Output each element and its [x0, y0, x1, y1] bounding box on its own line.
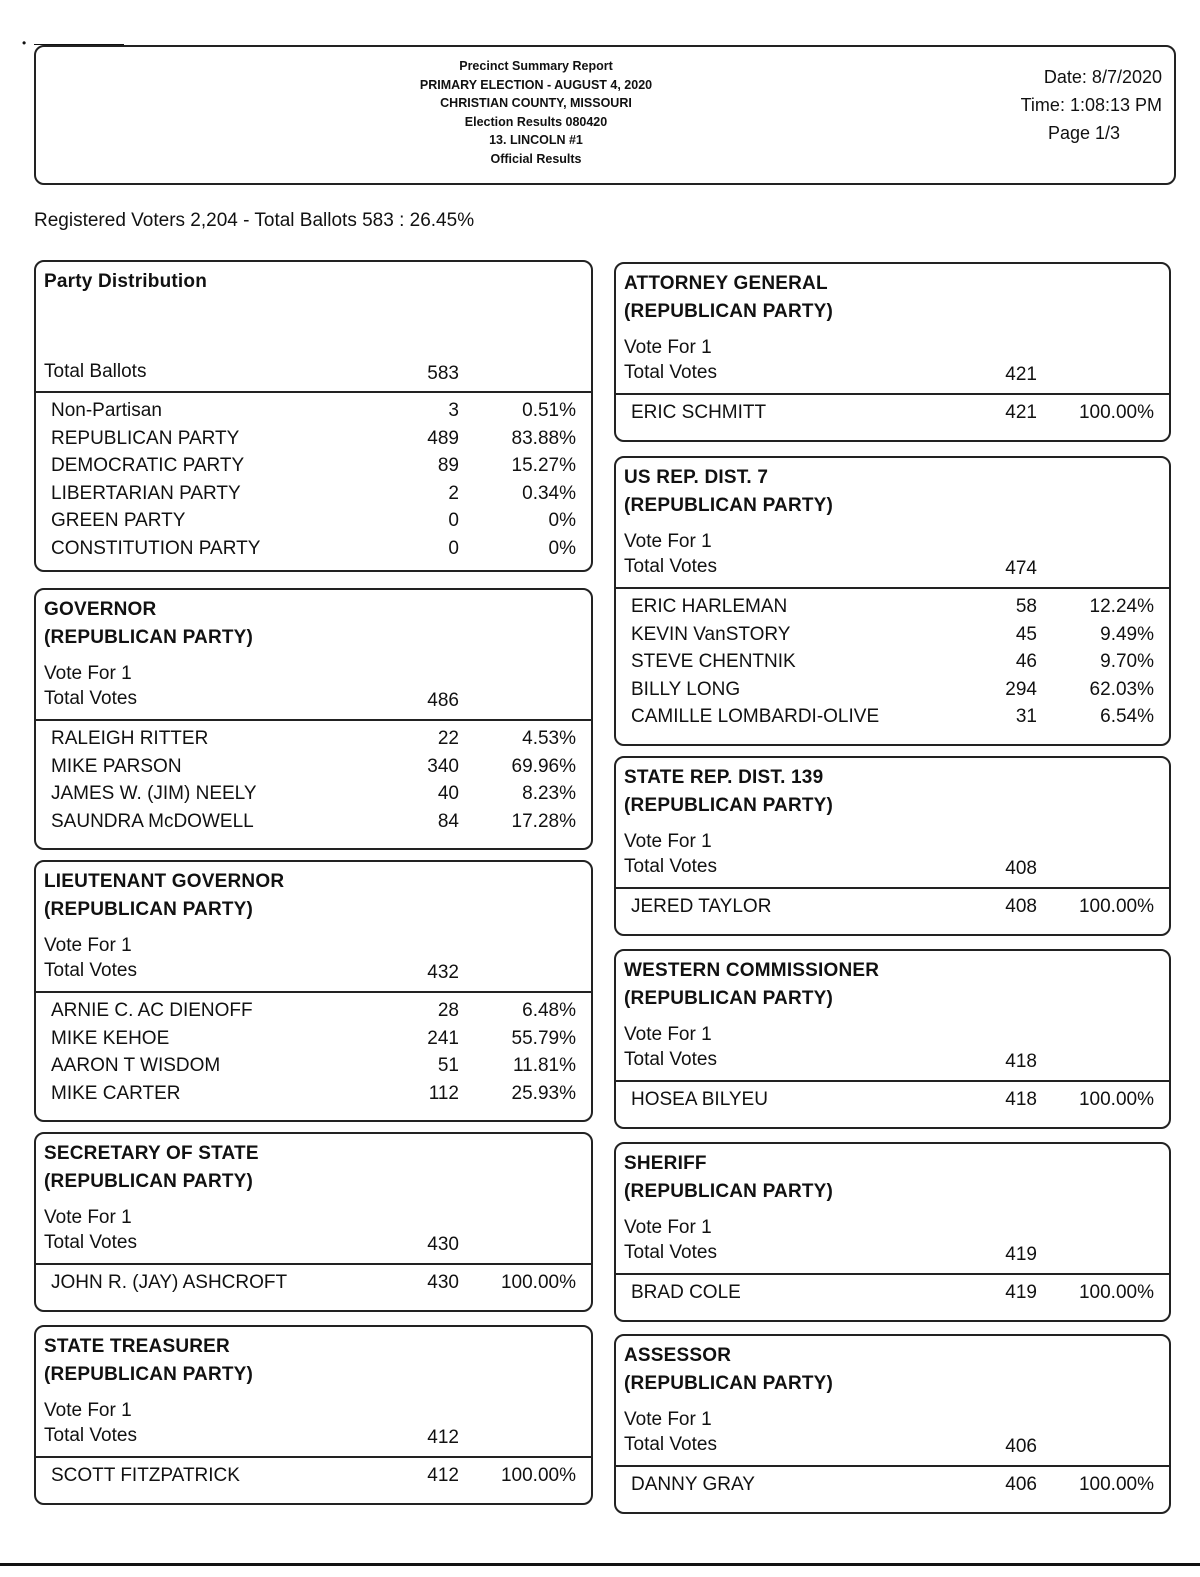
header-meta	[1021, 63, 1162, 147]
candidate-name: DEMOCRATIC PARTY	[51, 455, 245, 477]
candidate-name: BILLY LONG	[631, 678, 741, 700]
candidate-name: JERED TAYLOR	[631, 896, 772, 917]
vote-count: 489	[427, 427, 459, 449]
separator	[36, 1263, 591, 1265]
candidate-name: MIKE KEHOE	[51, 1027, 170, 1049]
corner-mark: •	[22, 36, 27, 50]
race-title	[44, 1333, 253, 1389]
vote-percent: 6.48%	[522, 1000, 576, 1021]
candidate-name: JAMES W. (JIM) NEELY	[51, 783, 257, 805]
total-votes-label: Total Votes	[624, 1049, 717, 1070]
total-votes-label: Total Votes	[624, 362, 717, 383]
report-time: Time: 1:08:13 PM	[1020, 95, 1162, 115]
total-votes-value: 486	[427, 690, 459, 711]
vote-percent: 100.00%	[1078, 402, 1154, 423]
vote-percent: 100.00%	[500, 1272, 576, 1293]
separator	[616, 887, 1169, 889]
header-line: Official Results	[490, 151, 582, 166]
candidate-name: LIBERTARIAN PARTY	[51, 482, 241, 504]
total-votes-label: Total Votes	[44, 960, 137, 981]
result-row	[616, 1474, 1169, 1502]
vote-count: 406	[1005, 1474, 1037, 1495]
race-title	[624, 270, 833, 326]
race-party: (REPUBLICAN PARTY)	[624, 495, 834, 516]
result-row	[36, 400, 591, 428]
header-line: Precinct Summary Report	[459, 59, 613, 73]
vote-percent: 55.79%	[511, 1027, 576, 1049]
race-box	[614, 1334, 1171, 1514]
race-title	[624, 764, 833, 820]
race-party: (REPUBLICAN PARTY)	[624, 1373, 834, 1394]
vote-for-label: Vote For 1	[44, 1207, 132, 1228]
result-row	[616, 679, 1169, 707]
vote-count: 0	[448, 510, 459, 532]
separator	[36, 391, 591, 393]
vote-count: 241	[427, 1027, 459, 1049]
result-row	[36, 756, 591, 784]
result-row	[36, 1000, 591, 1028]
header-line: CHRISTIAN COUNTY, MISSOURI	[440, 96, 632, 110]
race-office: SECRETARY OF STATE	[44, 1143, 259, 1164]
header-line: 13. LINCOLN #1	[489, 133, 583, 147]
candidate-name: AARON T WISDOM	[51, 1055, 221, 1077]
vote-percent: 0.51%	[522, 400, 576, 421]
result-row	[36, 728, 591, 756]
total-votes-label: Total Votes	[624, 856, 717, 877]
race-party: (REPUBLICAN PARTY)	[44, 899, 254, 920]
vote-count: 2	[448, 482, 459, 504]
candidate-name: REPUBLICAN PARTY	[51, 427, 240, 449]
total-votes-value: 412	[427, 1427, 459, 1448]
vote-count: 294	[1005, 678, 1037, 700]
result-row	[616, 624, 1169, 652]
header-line: Election Results 080420	[464, 114, 608, 129]
race-title	[624, 1150, 833, 1206]
result-row	[36, 1028, 591, 1056]
vote-count: 89	[437, 455, 459, 477]
vote-percent: 6.54%	[1100, 706, 1154, 728]
candidate-name: GREEN PARTY	[51, 510, 186, 532]
total-votes-label: Total Votes	[44, 688, 137, 709]
total-votes-value: 421	[1005, 364, 1037, 385]
vote-count: 419	[1005, 1282, 1037, 1303]
race-title	[44, 596, 253, 652]
vote-for-label: Vote For 1	[44, 935, 132, 956]
candidate-name: KEVIN VanSTORY	[631, 623, 791, 645]
vote-percent: 25.93%	[511, 1082, 576, 1104]
vote-percent: 4.53%	[522, 728, 576, 749]
bottom-rule	[0, 1563, 1200, 1566]
vote-percent: 0%	[548, 538, 576, 559]
candidate-name: CAMILLE LOMBARDI-OLIVE	[631, 706, 880, 728]
result-row	[616, 651, 1169, 679]
race-box	[34, 1132, 593, 1312]
candidate-name: RALEIGH RITTER	[51, 728, 209, 749]
race-title	[624, 1342, 833, 1398]
candidate-name: CONSTITUTION PARTY	[51, 538, 261, 559]
vote-count: 418	[1005, 1089, 1037, 1110]
vote-for-label: Vote For 1	[624, 831, 712, 852]
result-row	[616, 402, 1169, 430]
result-row	[36, 1272, 591, 1300]
vote-count: 58	[1015, 596, 1037, 617]
race-title	[44, 1140, 259, 1196]
result-row	[36, 538, 591, 566]
candidate-name: STEVE CHENTNIK	[631, 651, 796, 673]
race-box	[614, 756, 1171, 936]
separator	[36, 991, 591, 993]
candidate-name: JOHN R. (JAY) ASHCROFT	[51, 1272, 288, 1293]
result-row	[36, 1083, 591, 1111]
vote-count: 112	[428, 1082, 459, 1104]
vote-percent: 8.23%	[522, 783, 576, 805]
vote-percent: 11.81%	[512, 1055, 576, 1077]
race-box	[614, 262, 1171, 442]
report-header	[34, 45, 1176, 185]
total-votes-value: 430	[427, 1234, 459, 1255]
race-box	[614, 1142, 1171, 1322]
race-title	[44, 868, 284, 924]
vote-percent: 9.70%	[1100, 651, 1154, 673]
race-box	[34, 860, 593, 1122]
box-title: Party Distribution	[44, 271, 208, 292]
race-party: (REPUBLICAN PARTY)	[44, 627, 254, 648]
candidate-name: SCOTT FITZPATRICK	[51, 1465, 240, 1486]
candidate-name: Non-Partisan	[51, 400, 162, 421]
vote-percent: 83.88%	[511, 427, 576, 449]
race-office: US REP. DIST. 7	[624, 467, 769, 488]
candidate-name: HOSEA BILYEU	[631, 1089, 768, 1110]
race-office: ASSESSOR	[624, 1345, 732, 1366]
race-office: LIEUTENANT GOVERNOR	[44, 871, 285, 892]
candidate-name: SAUNDRA McDOWELL	[51, 810, 254, 832]
race-party: (REPUBLICAN PARTY)	[624, 301, 834, 322]
separator	[36, 719, 591, 721]
vote-percent: 9.49%	[1100, 623, 1154, 645]
race-party: (REPUBLICAN PARTY)	[624, 795, 834, 816]
result-row	[36, 428, 591, 456]
header-title-block	[286, 57, 786, 168]
vote-count: 84	[437, 810, 459, 832]
vote-count: 0	[448, 538, 459, 559]
race-office: WESTERN COMMISSIONER	[624, 960, 880, 981]
race-office: STATE REP. DIST. 139	[624, 767, 824, 788]
result-row	[36, 1465, 591, 1493]
vote-count: 28	[437, 1000, 459, 1021]
candidate-name: BRAD COLE	[631, 1282, 741, 1303]
vote-count: 45	[1015, 623, 1037, 645]
vote-count: 51	[437, 1055, 459, 1077]
vote-percent: 100.00%	[1078, 1474, 1154, 1495]
candidate-name: DANNY GRAY	[631, 1474, 755, 1495]
race-box	[614, 456, 1171, 746]
vote-for-label: Vote For 1	[44, 663, 132, 684]
header-line: PRIMARY ELECTION - AUGUST 4, 2020	[419, 77, 653, 92]
total-votes-label: Total Votes	[624, 556, 717, 577]
report-page: Page 1/3	[1047, 123, 1120, 143]
vote-percent: 69.96%	[511, 755, 576, 777]
vote-for-label: Vote For 1	[624, 337, 712, 358]
vote-percent: 100.00%	[1078, 896, 1154, 917]
result-row	[616, 896, 1169, 924]
result-row	[36, 483, 591, 511]
vote-percent: 0%	[548, 510, 576, 532]
vote-percent: 100.00%	[500, 1465, 576, 1486]
total-votes-label: Total Votes	[44, 1425, 137, 1446]
race-office: GOVERNOR	[44, 599, 157, 620]
result-row	[36, 1055, 591, 1083]
vote-count: 340	[427, 755, 459, 777]
party-distribution-box	[34, 260, 593, 572]
race-box	[614, 949, 1171, 1129]
race-office: SHERIFF	[624, 1153, 707, 1174]
total-votes-label: Total Votes	[624, 1434, 717, 1455]
vote-count: 46	[1015, 651, 1037, 673]
result-row	[616, 1089, 1169, 1117]
candidate-name: MIKE CARTER	[51, 1082, 181, 1104]
vote-percent: 62.03%	[1089, 678, 1154, 700]
vote-percent: 100.00%	[1078, 1089, 1154, 1110]
vote-count: 408	[1005, 896, 1037, 917]
vote-count: 421	[1005, 402, 1037, 423]
candidate-name: ERIC SCHMITT	[631, 402, 767, 423]
total-votes-value: 408	[1005, 858, 1037, 879]
race-party: (REPUBLICAN PARTY)	[624, 1181, 834, 1202]
vote-count: 40	[437, 783, 459, 805]
total-votes-value: 432	[427, 962, 459, 983]
result-row	[616, 596, 1169, 624]
separator	[616, 587, 1169, 589]
vote-percent: 15.27%	[511, 455, 576, 477]
candidate-name: MIKE PARSON	[51, 755, 182, 777]
vote-count: 31	[1015, 706, 1037, 728]
total-ballots-label: Total Ballots	[44, 361, 147, 382]
candidate-name: ERIC HARLEMAN	[631, 596, 788, 617]
result-row	[36, 811, 591, 839]
candidate-name: ARNIE C. AC DIENOFF	[51, 1000, 253, 1021]
report-date: Date: 8/7/2020	[1043, 67, 1162, 87]
race-title	[624, 957, 879, 1013]
race-party: (REPUBLICAN PARTY)	[44, 1171, 254, 1192]
vote-for-label: Vote For 1	[624, 1024, 712, 1045]
total-votes-value: 406	[1005, 1436, 1037, 1457]
race-title	[624, 464, 833, 520]
total-votes-value: 419	[1005, 1244, 1037, 1265]
race-office: STATE TREASURER	[44, 1336, 230, 1357]
race-box	[34, 588, 593, 850]
total-votes-label: Total Votes	[44, 1232, 137, 1253]
total-votes-label: Total Votes	[624, 1242, 717, 1263]
vote-count: 430	[427, 1272, 459, 1293]
result-row	[36, 783, 591, 811]
total-ballots-value: 583	[427, 363, 459, 384]
result-row	[36, 510, 591, 538]
vote-percent: 17.28%	[511, 810, 576, 832]
registered-voters-line: Registered Voters 2,204 - Total Ballots 583 : 26.45%	[34, 210, 475, 231]
separator	[616, 1465, 1169, 1467]
race-office: ATTORNEY GENERAL	[624, 273, 828, 294]
separator	[616, 1080, 1169, 1082]
vote-percent: 100.00%	[1078, 1282, 1154, 1303]
separator	[616, 1273, 1169, 1275]
race-party: (REPUBLICAN PARTY)	[44, 1364, 254, 1385]
separator	[36, 1456, 591, 1458]
race-party: (REPUBLICAN PARTY)	[624, 988, 834, 1009]
vote-for-label: Vote For 1	[624, 1217, 712, 1238]
vote-for-label: Vote For 1	[624, 531, 712, 552]
result-row	[36, 455, 591, 483]
result-row	[616, 706, 1169, 734]
race-box	[34, 1325, 593, 1505]
vote-for-label: Vote For 1	[44, 1400, 132, 1421]
vote-percent: 0.34%	[522, 482, 576, 504]
vote-for-label: Vote For 1	[624, 1409, 712, 1430]
vote-count: 412	[427, 1465, 459, 1486]
total-votes-value: 418	[1005, 1051, 1037, 1072]
vote-percent: 12.24%	[1089, 596, 1154, 617]
vote-count: 3	[448, 400, 459, 421]
total-votes-value: 474	[1005, 558, 1037, 579]
result-row	[616, 1282, 1169, 1310]
separator	[616, 393, 1169, 395]
vote-count: 22	[437, 728, 459, 749]
